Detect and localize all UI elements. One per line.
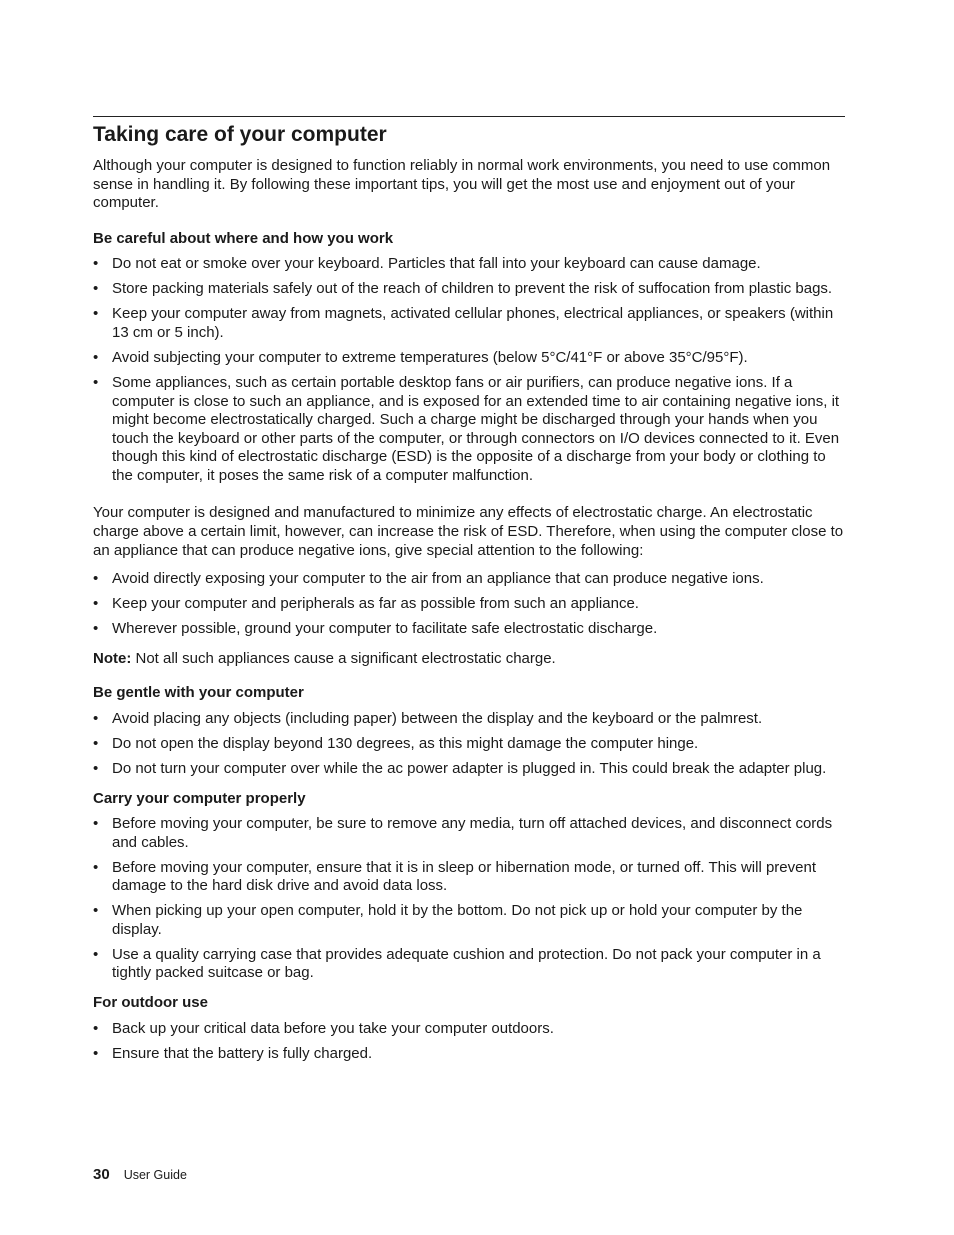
list-item: • Wherever possible, ground your computer to facilitate safe electrostatic discharge. bbox=[93, 620, 845, 639]
document-title: User Guide bbox=[123, 1168, 187, 1182]
intro-paragraph: Although your computer is designed to function reliably in normal work environments, you need to use common sense in handling it. By following these important tips, you will get the most use and enjoyment out of your computer. bbox=[93, 157, 831, 212]
list-item: • Use a quality carrying case that provides adequate cushion and protection. Do not pack your computer in a tightly packed suitcase or bag. bbox=[93, 946, 845, 983]
list-item: • Some appliances, such as certain portable desktop fans or air purifiers, can produce negative ions. If a computer is close to such an appliance, and is exposed for an extended time to air containing negative ions, it might become electrostatically charged. Such a charge might be discharged through your hands when you touch the keyboard or other parts of the computer, or through connectors on I/O devices connected to it. Even though this kind of electrostatic discharge (ESD) is the opposite of a discharge from your body or clothing to the computer, it poses the same risk of a computer malfunction. bbox=[93, 374, 845, 486]
list-item: • Avoid directly exposing your computer to the air from an appliance that can produce negative ions. bbox=[93, 570, 845, 589]
carry-list bbox=[93, 815, 845, 983]
note-text: Not all such appliances cause a significant electrostatic charge. bbox=[131, 649, 556, 667]
list-item: • Do not open the display beyond 130 degrees, as this might damage the computer hinge. bbox=[93, 735, 845, 754]
list-item: • Before moving your computer, be sure to remove any media, turn off attached devices, and disconnect cords and cables. bbox=[93, 815, 845, 852]
section-heading-gentle: Be gentle with your computer bbox=[93, 684, 304, 702]
list-item: • Avoid placing any objects (including paper) between the display and the keyboard or the palmrest. bbox=[93, 710, 845, 729]
section-heading-outdoor: For outdoor use bbox=[93, 994, 208, 1012]
list-item: • Ensure that the battery is fully charged. bbox=[93, 1045, 845, 1064]
outdoor-list bbox=[93, 1020, 845, 1064]
page-content bbox=[93, 116, 845, 1070]
page-footer bbox=[93, 1165, 187, 1185]
section-heading-carry: Carry your computer properly bbox=[93, 789, 306, 807]
list-item: • Before moving your computer, ensure that it is in sleep or hibernation mode, or turned off. This will prevent damage to the hard disk drive and avoid data loss. bbox=[93, 859, 845, 896]
section-heading-work: Be careful about where and how you work bbox=[93, 229, 394, 247]
note-paragraph bbox=[93, 650, 845, 669]
list-item: • Keep your computer away from magnets, activated cellular phones, electrical appliances, or speakers (within 13 cm or 5 inch). bbox=[93, 305, 845, 342]
note-label: Note: bbox=[93, 649, 132, 667]
page-title: Taking care of your computer bbox=[93, 123, 387, 146]
list-item: • Do not eat or smoke over your keyboard. Particles that fall into your keyboard can cause damage. bbox=[93, 255, 845, 274]
gentle-list bbox=[93, 710, 845, 779]
esd-list bbox=[93, 570, 845, 639]
work-list bbox=[93, 255, 845, 485]
list-item: • Avoid subjecting your computer to extreme temperatures (below 5°C/41°F or above 35°C/95°F). bbox=[93, 349, 845, 368]
esd-paragraph: Your computer is designed and manufactured to minimize any effects of electrostatic charge. An electrostatic charge above a certain limit, however, can increase the risk of ESD. Therefore, when using the computer close to an appliance that can produce negative ions, give special attention to the following: bbox=[93, 504, 844, 559]
list-item: • Back up your critical data before you take your computer outdoors. bbox=[93, 1020, 845, 1039]
list-item: • Keep your computer and peripherals as far as possible from such an appliance. bbox=[93, 595, 845, 614]
list-item: • Store packing materials safely out of the reach of children to prevent the risk of suffocation from plastic bags. bbox=[93, 280, 845, 299]
list-item: • When picking up your open computer, hold it by the bottom. Do not pick up or hold your computer by the display. bbox=[93, 902, 845, 939]
list-item: • Do not turn your computer over while the ac power adapter is plugged in. This could break the adapter plug. bbox=[93, 760, 845, 779]
page-number: 30 bbox=[93, 1166, 110, 1183]
section-rule bbox=[93, 116, 845, 117]
